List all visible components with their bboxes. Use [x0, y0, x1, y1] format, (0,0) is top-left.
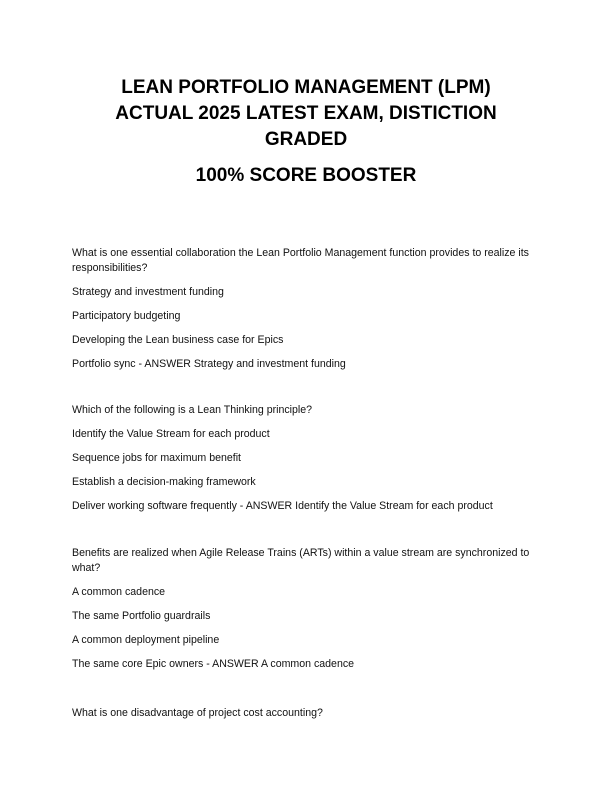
answer-option: Participatory budgeting [72, 310, 181, 322]
answer-option: Deliver working software frequently - ANSWER Identify the Value Stream for each product [72, 500, 493, 512]
answer-option: Developing the Lean business case for Epics [72, 334, 284, 346]
title-line-1: LEAN PORTFOLIO MANAGEMENT (LPM) [121, 77, 491, 98]
answer-option: Sequence jobs for maximum benefit [72, 452, 241, 464]
subtitle: 100% SCORE BOOSTER [195, 165, 417, 186]
question-block-2 [72, 403, 542, 514]
answer-option: Strategy and investment funding [72, 286, 224, 298]
answer-option: The same core Epic owners - ANSWER A common cadence [72, 658, 355, 670]
title-line-3: GRADED [264, 129, 348, 150]
question-block-4 [72, 706, 542, 721]
answer-option: Establish a decision-making framework [72, 476, 256, 488]
title-line-2: ACTUAL 2025 LATEST EXAM, DISTICTION [115, 103, 497, 124]
question-text: Benefits are realized when Agile Release Trains (ARTs) within a value stream are synchronized to what? [72, 547, 530, 574]
question-text: Which of the following is a Lean Thinking principle? [72, 404, 313, 416]
question-text: What is one disadvantage of project cost accounting? [72, 707, 323, 719]
question-text: What is one essential collaboration the Lean Portfolio Management function provides to realize its responsibilities? [72, 247, 529, 274]
question-block-3 [72, 546, 542, 672]
answer-option: Portfolio sync - ANSWER Strategy and investment funding [72, 358, 346, 370]
answer-option: A common deployment pipeline [72, 634, 220, 646]
answer-option: A common cadence [72, 586, 166, 598]
answer-option: Identify the Value Stream for each product [72, 428, 270, 440]
answer-option: The same Portfolio guardrails [72, 610, 211, 622]
question-block-1 [72, 246, 542, 372]
